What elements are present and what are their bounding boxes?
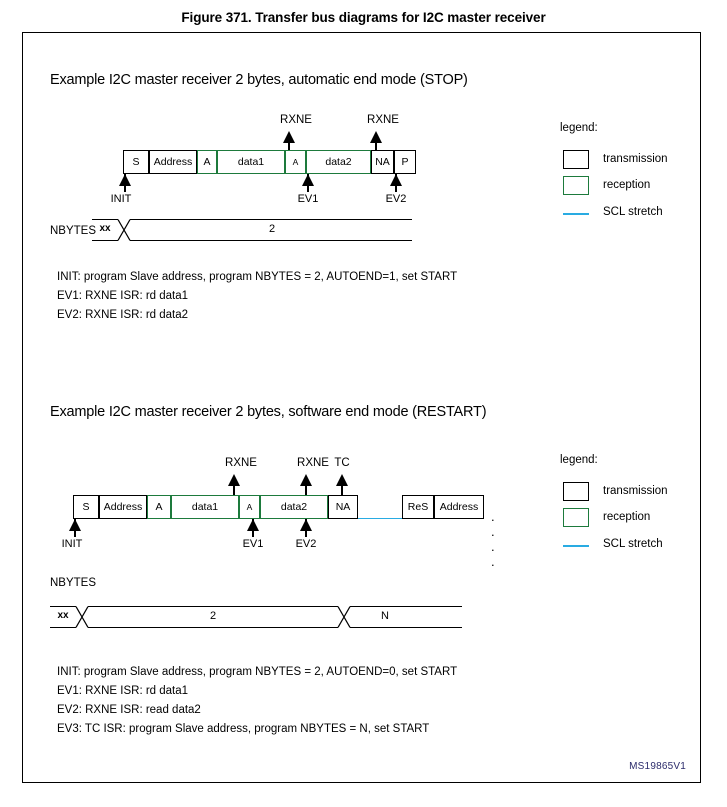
diagram-1-nbytes-value-xx: xx	[99, 223, 111, 234]
diagram-2-arrow-up-ev1	[247, 519, 259, 531]
diagram-1-cell-address: Address	[149, 150, 197, 174]
diagram-1-arrow-up-rxne-2	[370, 131, 382, 143]
diagram-2-cell-address-1: Address	[99, 495, 147, 519]
figure-title: Figure 371. Transfer bus diagrams for I2C master receiver	[181, 10, 546, 25]
diagram-2-description-ev1: EV1: RXNE ISR: rd data1	[57, 685, 189, 697]
diagram-2-nbytes-waveform	[50, 606, 462, 628]
diagram-2-signal-rxne-1: RXNE	[225, 457, 257, 469]
diagram-1-nbytes-label: NBYTES	[50, 225, 97, 237]
diagram-1-cell-data1: data1	[217, 150, 285, 174]
diagram-1-arrow-up-ev1	[302, 174, 314, 186]
diagram-2-nbytes-value-xx: xx	[57, 610, 69, 621]
legend-swatch-scl-stretch-1	[563, 213, 589, 215]
diagram-1-nbytes-waveform	[92, 219, 412, 241]
diagram-2-description-init: INIT: program Slave address, program NBYTES = 2, AUTOEND=0, set START	[57, 666, 458, 678]
diagram-1-arrow-up-rxne-1	[283, 131, 295, 143]
nbytes-top-seg-2	[130, 219, 412, 220]
diagram-2-event-ev1: EV1	[242, 538, 264, 550]
diagram-2-cell-res: ReS	[402, 495, 434, 519]
diagram-1-cell-data2: data2	[306, 150, 371, 174]
diagram-2-event-init: INIT	[61, 538, 83, 550]
diagram-1-arrow-up-ev2	[390, 174, 402, 186]
diagram-1-description-init: INIT: program Slave address, program NBYTES = 2, AUTOEND=1, set START	[57, 271, 458, 283]
figure-frame	[22, 32, 701, 783]
diagram-2-cell-data2: data2	[260, 495, 328, 519]
diagram-1-description-ev1: EV1: RXNE ISR: rd data1	[57, 290, 189, 302]
diagram-2-arrow-up-rxne-2	[300, 474, 312, 486]
diagram-1-event-ev2: EV2	[385, 193, 407, 205]
diagram-1-cell-p: P	[394, 150, 416, 174]
nbytes2-bot-seg-3	[350, 627, 462, 628]
diagram-2-arrow-up-init	[69, 519, 81, 531]
diagram-1-cell-s: S	[123, 150, 149, 174]
diagram-2-scl-stretch-line	[358, 518, 402, 520]
diagram-1-cell-na: NA	[371, 150, 394, 174]
diagram-1-event-init: INIT	[110, 193, 132, 205]
diagram-1-legend-label-transmission: transmission	[603, 153, 668, 165]
diagram-2-signal-rxne-2: RXNE	[297, 457, 329, 469]
diagram-2-arrow-up-rxne-1	[228, 474, 240, 486]
diagram-1-description-ev2: EV2: RXNE ISR: rd data2	[57, 309, 189, 321]
diagram-1-bus	[123, 150, 416, 174]
diagram-2-continuation-dashes: . . . .	[491, 509, 498, 569]
diagram-2-legend-label-scl-stretch: SCL stretch	[603, 538, 663, 550]
legend-swatch-scl-stretch-2	[563, 545, 589, 547]
diagram-2-title: Example I2C master receiver 2 bytes, software end mode (RESTART)	[50, 404, 487, 420]
nbytes2-top-seg-3	[350, 606, 462, 607]
diagram-2-description-ev2: EV2: RXNE ISR: read data2	[57, 704, 201, 716]
diagram-1-nbytes-value-2: 2	[268, 223, 276, 235]
diagram-2-event-ev2: EV2	[295, 538, 317, 550]
legend-swatch-transmission-1	[563, 150, 589, 169]
nbytes-bot-seg-2	[130, 240, 412, 241]
diagram-2-arrow-up-ev2	[300, 519, 312, 531]
diagram-2-cell-a-1: A	[147, 495, 171, 519]
diagram-2-cell-data1: data1	[171, 495, 239, 519]
diagram-1-descriptions	[57, 268, 457, 325]
legend-swatch-reception-2	[563, 508, 589, 527]
diagram-1-legend-label-reception: reception	[603, 179, 651, 191]
diagram-2-cell-a-2: A	[239, 495, 260, 519]
diagram-2-nbytes-label: NBYTES	[50, 577, 97, 589]
diagram-2-legend-label-transmission: transmission	[603, 485, 668, 497]
diagram-2-nbytes-value-2: 2	[209, 610, 217, 622]
diagram-2-cell-s: S	[73, 495, 99, 519]
diagram-2-cell-na: NA	[328, 495, 358, 519]
diagram-2-legend-label-reception: reception	[603, 511, 651, 523]
diagram-1-event-ev1: EV1	[297, 193, 319, 205]
diagram-1-cell-a-1: A	[197, 150, 217, 174]
diagram-1-signal-rxne-2: RXNE	[367, 114, 399, 126]
diagram-2-cell-address-2: Address	[434, 495, 484, 519]
diagram-1-legend-title: legend:	[560, 122, 598, 134]
legend-swatch-transmission-2	[563, 482, 589, 501]
diagram-2-legend-title: legend:	[560, 454, 598, 466]
diagram-2-descriptions	[57, 663, 457, 739]
diagram-2-description-ev3: EV3: TC ISR: program Slave address, program NBYTES = N, set START	[57, 723, 430, 735]
diagram-2-nbytes-value-n: N	[381, 610, 389, 622]
diagram-2-arrow-up-tc	[336, 474, 348, 486]
nbytes2-bot-seg-2	[88, 627, 338, 628]
legend-swatch-reception-1	[563, 176, 589, 195]
diagram-1-signal-rxne-1: RXNE	[280, 114, 312, 126]
nbytes2-top-seg-2	[88, 606, 338, 607]
diagram-1-legend-label-scl-stretch: SCL stretch	[603, 206, 663, 218]
diagram-2-signal-tc: TC	[334, 457, 350, 469]
diagram-1-arrow-up-init	[119, 174, 131, 186]
diagram-1-cell-a-2: A	[285, 150, 306, 174]
figure-footer-code: MS19865V1	[629, 761, 686, 772]
diagram-1-title: Example I2C master receiver 2 bytes, automatic end mode (STOP)	[50, 72, 468, 88]
